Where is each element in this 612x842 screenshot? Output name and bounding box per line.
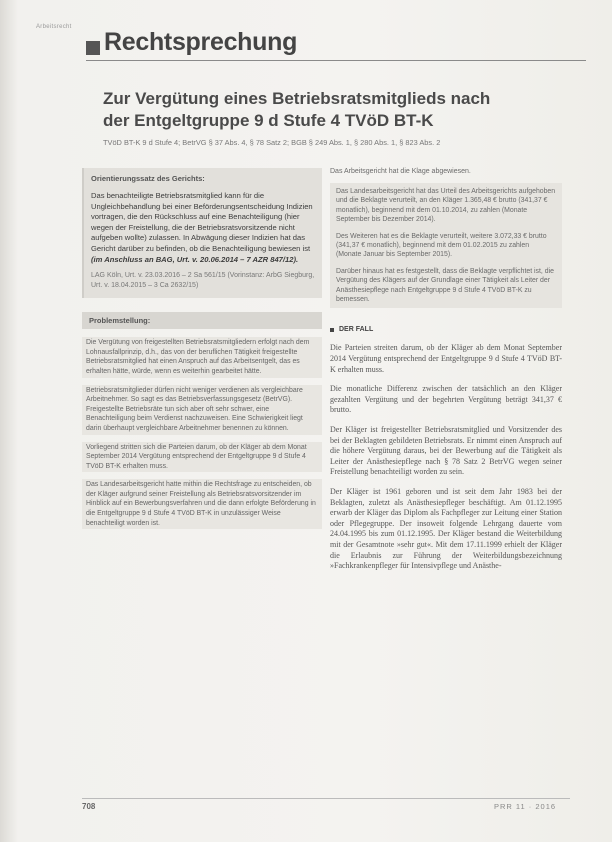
article-title xyxy=(103,88,573,132)
page-number: 708 xyxy=(82,802,96,811)
right-column xyxy=(330,168,562,581)
section-heading-label: DER FALL xyxy=(339,326,374,334)
article-title-line1: Zur Vergütung eines Betriebsratsmitglieds nach xyxy=(103,89,491,108)
article-title-line2: der Entgeltgruppe 9 d Stufe 4 TVöD BT-K xyxy=(103,111,434,130)
court-source: LAG Köln, Urt. v. 23.03.2016 – 2 Sa 561/15 (Vorinstanz: ArbG Siegburg, Urt. v. 18.04.2015 – 3 Ca 2632/15) xyxy=(91,272,315,290)
journal-reference: PRR 11 · 2016 xyxy=(494,802,557,811)
case-paragraph: Der Kläger ist freigestellter Betriebsratsmitglied und Vorsitzender des bei der Beklagten gebildeten Betriebsrats. Er nimmt einen Anspruch auf die höhere Vergütung daraus, bei der Bewerbung auf die Tätigkeit als Leiter der Anästhesiepflege nach § 78 Satz 2 BetrVG wegen seiner Freistellung benachteiligt worden zu sein. xyxy=(330,425,562,477)
problem-paragraph: Die Vergütung von freigestellten Betriebsratsmitgliedern erfolgt nach dem Lohnausfallprinzip, d.h., das von der beruflichen Tätigkeit freigestellte Betriebsratsmitglied hat einen Anspruch auf das Arbeitsentgelt, das es erhalten hätte, würde, wenn es weiterhin gearbeitet hätte. xyxy=(82,337,322,377)
case-paragraph: Der Kläger ist 1961 geboren und ist seit dem Jahr 1983 bei der Beklagten, zuletzt als Anästhesiepfleger beschäftigt. Am 01.12.1995 erwarb der Kläger das Diplom als Fachpfleger zur Leitung einer Station oder Pflegegruppe. Der insoweit folgende Lehrgang dauerte vom 24.04.1995 bis zum 01.12.1995. Der Kläger bestand die Weiterbildung mit der Gesamtnote »sehr gut«. Mit dem 17.11.1999 erhielt der Kläger die Erlaubnis zur Führung der Weiterbildungsbezeichnung »Fachkrankenpfleger für Intensivpflege und Anästhe- xyxy=(330,487,562,571)
square-bullet-icon xyxy=(330,328,334,332)
judgment-paragraph: Das Landesarbeitsgericht hat das Urteil des Arbeitsgerichts aufgehoben und die Beklagte verurteilt, an den Kläger 1.365,48 € brutto (341,37 € monatlich), beginnend mit dem 01.10.2014, zu zahlen (Monate September bis Dezember 2014). xyxy=(336,188,556,224)
problem-paragraph: Betriebsratsmitglieder dürfen nicht weniger verdienen als vergleichbare Arbeitnehmer. So sagt es das Betriebsverfassungsgesetz (BetrVG). Freigestellte Betriebsräte tun sich aber oft sehr schwer, eine Benachteiligung beim Verdienst nachzuweisen. Eine Schwierigkeit liegt darin überhaupt vergleichbare Arbeitnehmer benennen zu können. xyxy=(82,385,322,435)
orientation-citation: (im Anschluss an BAG, Urt. v. 20.06.2014 – 7 AZR 847/12). xyxy=(91,254,299,264)
header-divider xyxy=(86,60,586,61)
problem-paragraph: Das Landesarbeitsgericht hatte mithin die Rechtsfrage zu entscheiden, ob der Kläger aufgrund seiner Freistellung als Betriebsratsvorsitzender im Hinblick auf ein Bewerbungsverfahren und die dann erfolgte Beförderung in die Entgeltgruppe 9 d Stufe 4 TVöD BT-K in unzulässiger Weise benachteiligt worden ist. xyxy=(82,479,322,529)
left-column xyxy=(82,168,322,536)
case-paragraph: Die monatliche Differenz zwischen der tatsächlich an den Kläger gezahlten Vergütung und der begehrten Vergütung beträgt 341,37 € brutto. xyxy=(330,384,562,415)
section-tag: Arbeitsrecht xyxy=(36,24,72,30)
orientation-text: Das benachteiligte Betriebsratsmitglied kann für die Ungleichbehandlung bei einer Beförderungsentscheidung Indizien vortragen, die den Rückschluss auf eine Benachteiligung (hier wegen der Freistellung, die der Betriebsratsvorsitzende nicht aufgeben wollte) zulassen. In Abwägung dieser Indizien hat das Gericht darüber zu befinden, ob die Benachteiligung bewiesen ist xyxy=(91,191,313,253)
section-heading-der-fall xyxy=(330,326,562,333)
judgment-paragraph: Darüber hinaus hat es festgestellt, dass die Beklagte verpflichtet ist, die Vergütung des Klägers auf der Grundlage einer Tätigkeit als Leiter der Anästhesiepflege nach Entgeltgruppe 9 d Stufe 4 TVöD BT-K zu bemessen. xyxy=(336,267,554,304)
orientation-box xyxy=(82,168,322,298)
judgment-box xyxy=(330,183,562,308)
problem-paragraph: Vorliegend stritten sich die Parteien darum, ob der Kläger ab dem Monat September 2014 Vergütung entsprechend der Entgeltgruppe 9 d Stufe 4 TVöD BT-K erhalten muss. xyxy=(82,442,322,473)
header-square-marker xyxy=(86,41,100,55)
right-intro: Das Arbeitsgericht hat die Klage abgewiesen. xyxy=(330,168,471,175)
problem-heading: Problemstellung: xyxy=(82,312,322,329)
judgment-paragraph: Des Weiteren hat es die Beklagte verurteilt, weitere 3.072,33 € brutto (341,37 € monatlich), beginnend mit dem 01.02.2015 zu zahlen (Monate Januar bis September 2015). xyxy=(336,232,547,259)
legal-references: TVöD BT-K 9 d Stufe 4; BetrVG § 37 Abs. 4, § 78 Satz 2; BGB § 249 Abs. 1, § 280 Abs. 1, § 823 Abs. 2 xyxy=(103,138,441,147)
footer-divider xyxy=(82,798,570,799)
orientation-heading: Orientierungssatz des Gerichts: xyxy=(91,174,205,183)
case-paragraph: Die Parteien streiten darum, ob der Kläger ab dem Monat September 2014 Vergütung entsprechend der Entgeltgruppe 9 d Stufe 4 TVöD BT-K erhalten muss. xyxy=(330,343,562,374)
page-header-title: Rechtsprechung xyxy=(104,28,298,56)
orientation-body xyxy=(91,191,315,265)
